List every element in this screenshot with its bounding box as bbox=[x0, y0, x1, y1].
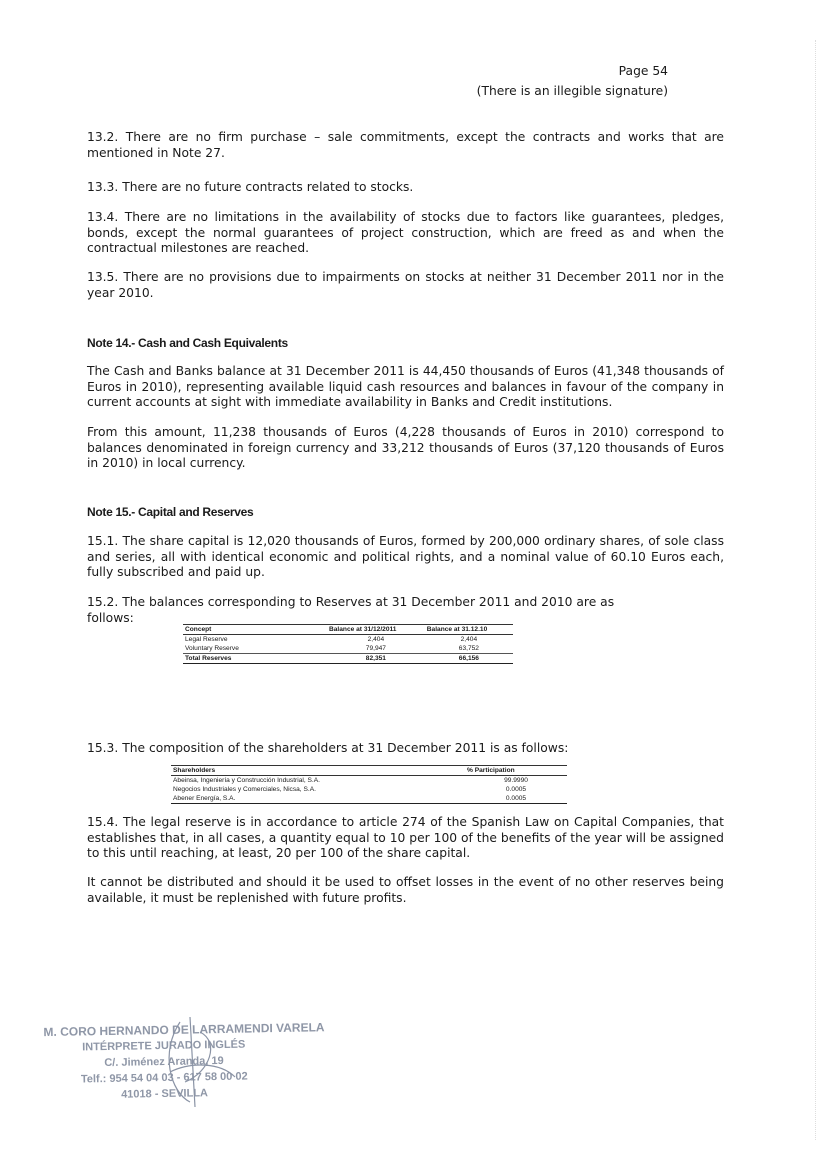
scan-edge bbox=[814, 40, 816, 1140]
stamp-line-title: INTÉRPRETE JURADO INGLÉS bbox=[82, 1038, 246, 1054]
table-total-row bbox=[183, 654, 513, 664]
table-row bbox=[183, 635, 513, 645]
paragraph-15-4: 15.4. The legal reserve is in accordance to article 274 of the Spanish Law on Capital Companies, that establishes that, in all cases, a quantity equal to 10 per 100 of the benefits of the year will be assigned to this until reaching, at least, 20 per 100 of the share capital. bbox=[87, 815, 724, 860]
shareholder-participation: 0.0005 bbox=[505, 786, 527, 793]
paragraph-14-1: The Cash and Banks balance at 31 December 2011 is 44,450 thousands of Euros (41,348 thousands of Euros in 2010), representing available liquid cash resources and balances in favour of the company in current accounts at sight with immediate availability in Banks and Credit institutions. bbox=[87, 364, 724, 409]
reserves-cell: 2,404 bbox=[367, 636, 385, 643]
reserves-cell: Legal Reserve bbox=[185, 636, 228, 643]
shareholder-name: Abener Energía, S.A. bbox=[171, 794, 465, 804]
paragraph-14-2: From this amount, 11,238 thousands of Euros (4,228 thousands of Euros in 2010) correspond to balances denominated in foreign currency and 33,212 thousands of Euros (37,120 thousands of Euros in 2010) in local currency. bbox=[87, 425, 724, 470]
page-number: Page 54 bbox=[618, 64, 668, 78]
note-15-title: Note 15.- Capital and Reserves bbox=[87, 505, 254, 519]
reserves-total-label: Total Reserves bbox=[183, 654, 327, 664]
reserves-table bbox=[183, 624, 513, 664]
shareholder-participation: 0.0005 bbox=[465, 794, 567, 804]
shareholders-header-name: Shareholders bbox=[171, 766, 465, 776]
paragraph-15-3: 15.3. The composition of the shareholders at 31 December 2011 is as follows: bbox=[87, 741, 569, 755]
shareholders-header-participation: % Participation bbox=[465, 766, 567, 776]
note-14-title: Note 14.- Cash and Cash Equivalents bbox=[87, 336, 288, 350]
stamp-line-phone: Telf.: 954 54 04 03 - 617 58 00 02 bbox=[80, 1070, 248, 1086]
paragraph-13-3: 13.3. There are no future contracts related to stocks. bbox=[87, 180, 414, 194]
paragraph-15-1: 15.1. The share capital is 12,020 thousands of Euros, formed by 200,000 ordinary shares, of sole class and series, all with identical economic and political rights, and a nominal value of 60.10 Euros each, fully subscribed and paid up. bbox=[87, 534, 724, 579]
shareholder-participation: 99.9990 bbox=[504, 777, 528, 784]
stamp-line-name: M. CORO HERNANDO DE LARRAMENDI VARELA bbox=[43, 1020, 325, 1040]
paragraph-15-5: It cannot be distributed and should it be used to offset losses in the event of no other reserves being available, it must be replenished with future profits. bbox=[87, 875, 724, 905]
paragraph-13-5: 13.5. There are no provisions due to impairments on stocks at neither 31 December 2011 nor in the year 2010. bbox=[87, 270, 724, 300]
shareholders-table bbox=[171, 765, 567, 804]
reserves-cell: 2,404 bbox=[460, 636, 478, 643]
paragraph-13-4: 13.4. There are no limitations in the availability of stocks due to factors like guarantees, pledges, bonds, except the normal guarantees of project construction, which are freed as and when the contractual milestones are reached. bbox=[87, 210, 724, 255]
paragraph-15-2: 15.2. The balances corresponding to Reserves at 31 December 2011 and 2010 are as follows: bbox=[87, 595, 615, 625]
table-row bbox=[171, 794, 567, 804]
reserves-total-2010: 66,156 bbox=[425, 654, 513, 664]
stamp-line-address: C/. Jiménez Aranda, 19 bbox=[104, 1054, 224, 1070]
shareholder-name: Abeinsa, Ingeniería y Construcción Industrial, S.A. bbox=[173, 777, 320, 784]
stamp-line-city: 41018 - SEVILLA bbox=[121, 1087, 209, 1101]
table-row bbox=[183, 644, 513, 654]
table-row bbox=[171, 776, 567, 786]
reserves-total-2011: 82,351 bbox=[327, 654, 425, 664]
signature-note: (There is an illegible signature) bbox=[476, 84, 668, 98]
reserves-header-concept: Concept bbox=[183, 625, 327, 635]
shareholder-name: Negocios Industriales y Comerciales, Nicsa, S.A. bbox=[173, 786, 316, 793]
reserves-header-2011: Balance at 31/12/2011 bbox=[327, 625, 425, 635]
reserves-cell: Voluntary Reserve bbox=[183, 644, 327, 654]
reserves-cell: 63,752 bbox=[425, 644, 513, 654]
reserves-cell: 79,947 bbox=[327, 644, 425, 654]
handwritten-signature bbox=[150, 1012, 240, 1112]
table-row bbox=[171, 785, 567, 794]
reserves-header-2010: Balance at 31.12.10 bbox=[425, 625, 513, 635]
paragraph-13-2: 13.2. There are no firm purchase – sale commitments, except the contracts and works that are mentioned in Note 27. bbox=[87, 130, 724, 160]
